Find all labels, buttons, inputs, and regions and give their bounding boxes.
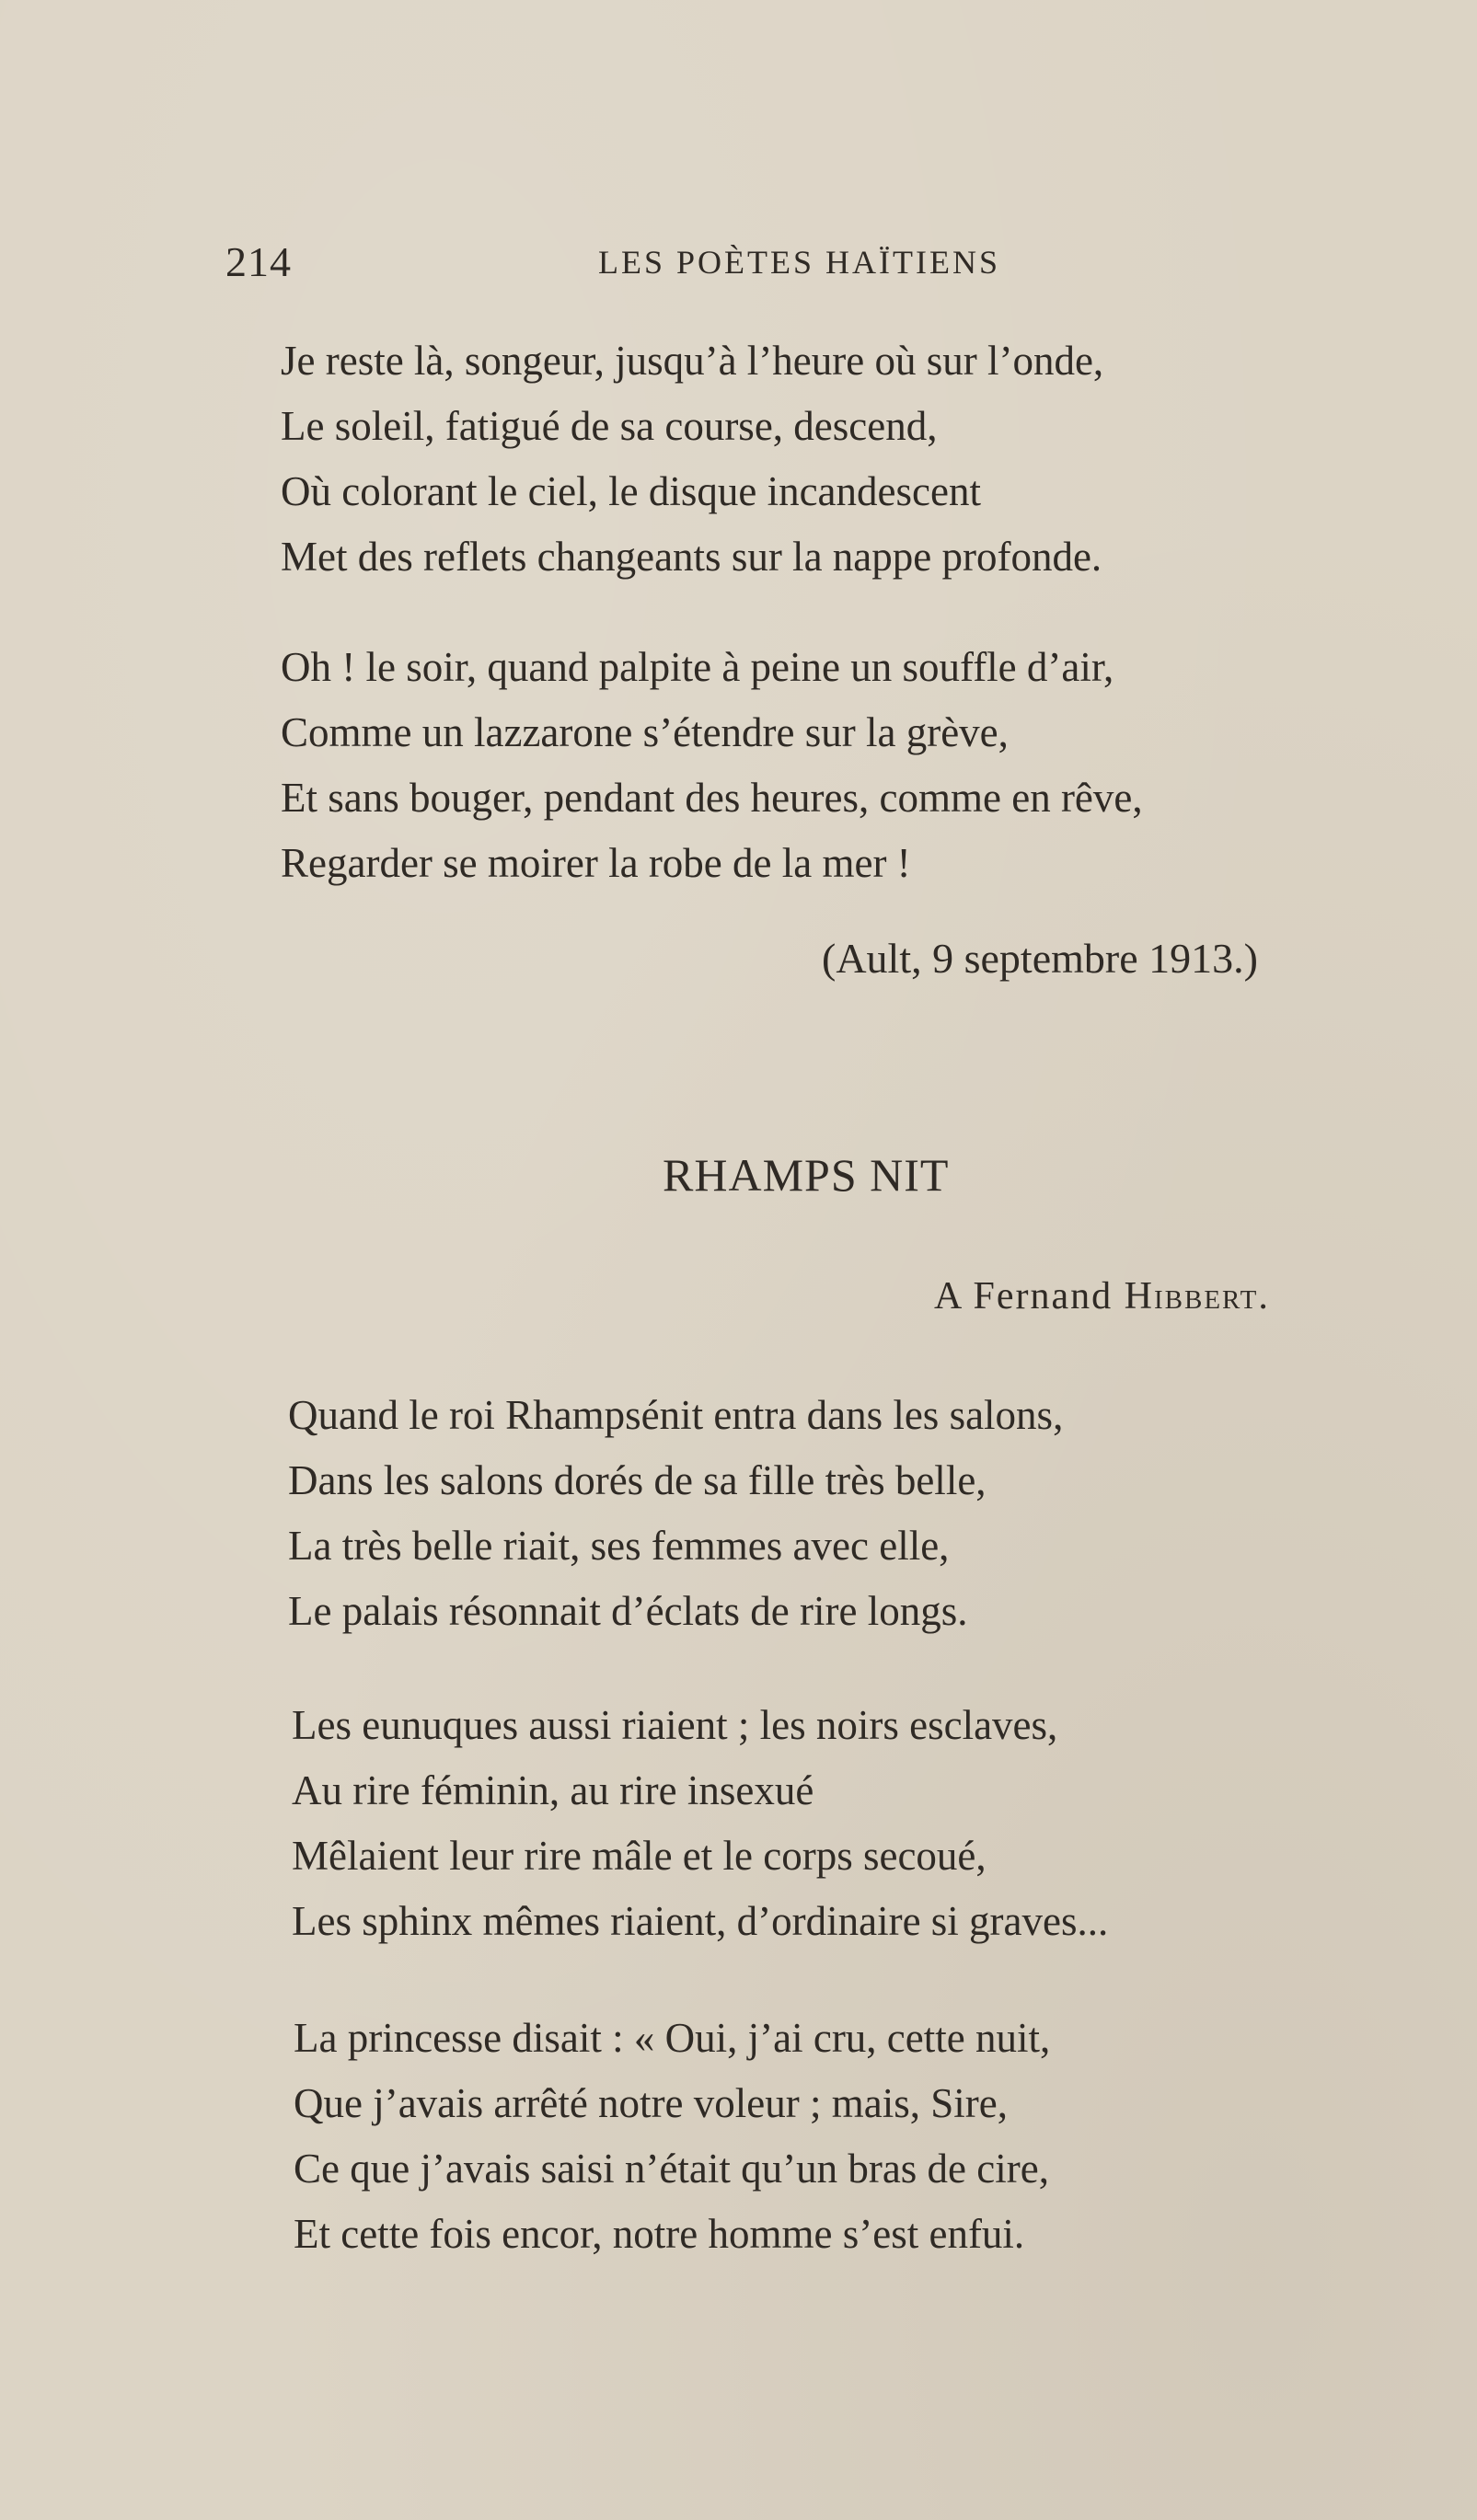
verse-line: Quand le roi Rhampsénit entra dans les salons, xyxy=(288,1392,1064,1438)
verse-line: Les sphinx mêmes riaient, d’ordinaire si graves... xyxy=(292,1898,1109,1944)
verse-line: Et cette fois encor, notre homme s’est enfui. xyxy=(294,2211,1025,2257)
verse-line: Comme un lazzarone s’étendre sur la grève, xyxy=(281,709,1009,755)
verse-line: Dans les salons dorés de sa fille très belle, xyxy=(288,1457,987,1503)
verse-line: Met des reflets changeants sur la nappe profonde. xyxy=(281,534,1102,580)
verse-line: Regarder se moirer la robe de la mer ! xyxy=(281,840,911,886)
verse-line: Le palais résonnait d’éclats de rire longs. xyxy=(288,1588,968,1634)
poem1-dateline: (Ault, 9 septembre 1913.) xyxy=(822,935,1258,982)
dedication-name: Hibbert. xyxy=(1124,1275,1270,1318)
page-header xyxy=(225,237,1298,293)
poem2-dedication xyxy=(934,1274,1270,1318)
verse-line: Et sans bouger, pendant des heures, comme en rêve, xyxy=(281,775,1143,821)
poem2-title: RHAMPS NIT xyxy=(663,1149,950,1201)
verse-line: Mêlaient leur rire mâle et le corps secoué, xyxy=(292,1833,987,1879)
verse-line: Ce que j’avais saisi n’était qu’un bras de cire, xyxy=(294,2146,1049,2192)
verse-line: Les eunuques aussi riaient ; les noirs esclaves, xyxy=(292,1702,1058,1748)
verse-line: Que j’avais arrêté notre voleur ; mais, Sire, xyxy=(294,2080,1008,2126)
poem2-stanza-3 xyxy=(294,2006,1050,2267)
dedication-prefix: A Fernand xyxy=(934,1275,1114,1318)
verse-line: Oh ! le soir, quand palpite à peine un souffle d’air, xyxy=(281,644,1114,690)
verse-line: La très belle riait, ses femmes avec elle, xyxy=(288,1523,950,1569)
verse-line: Je reste là, songeur, jusqu’à l’heure où sur l’onde, xyxy=(281,338,1104,384)
running-title: LES POÈTES HAÏTIENS xyxy=(598,244,1000,281)
poem2-stanza-2 xyxy=(292,1693,1108,1954)
verse-line: Le soleil, fatigué de sa course, descend, xyxy=(281,403,938,449)
page-number: 214 xyxy=(225,238,292,285)
verse-line: Où colorant le ciel, le disque incandescent xyxy=(281,468,981,514)
verse-line: La princesse disait : « Oui, j’ai cru, cette nuit, xyxy=(294,2015,1051,2061)
poem2-stanza-1 xyxy=(288,1383,1063,1644)
poem1-stanza-2 xyxy=(281,635,1143,896)
poem1-stanza-1 xyxy=(281,328,1103,590)
verse-line: Au rire féminin, au rire insexué xyxy=(292,1767,814,1813)
